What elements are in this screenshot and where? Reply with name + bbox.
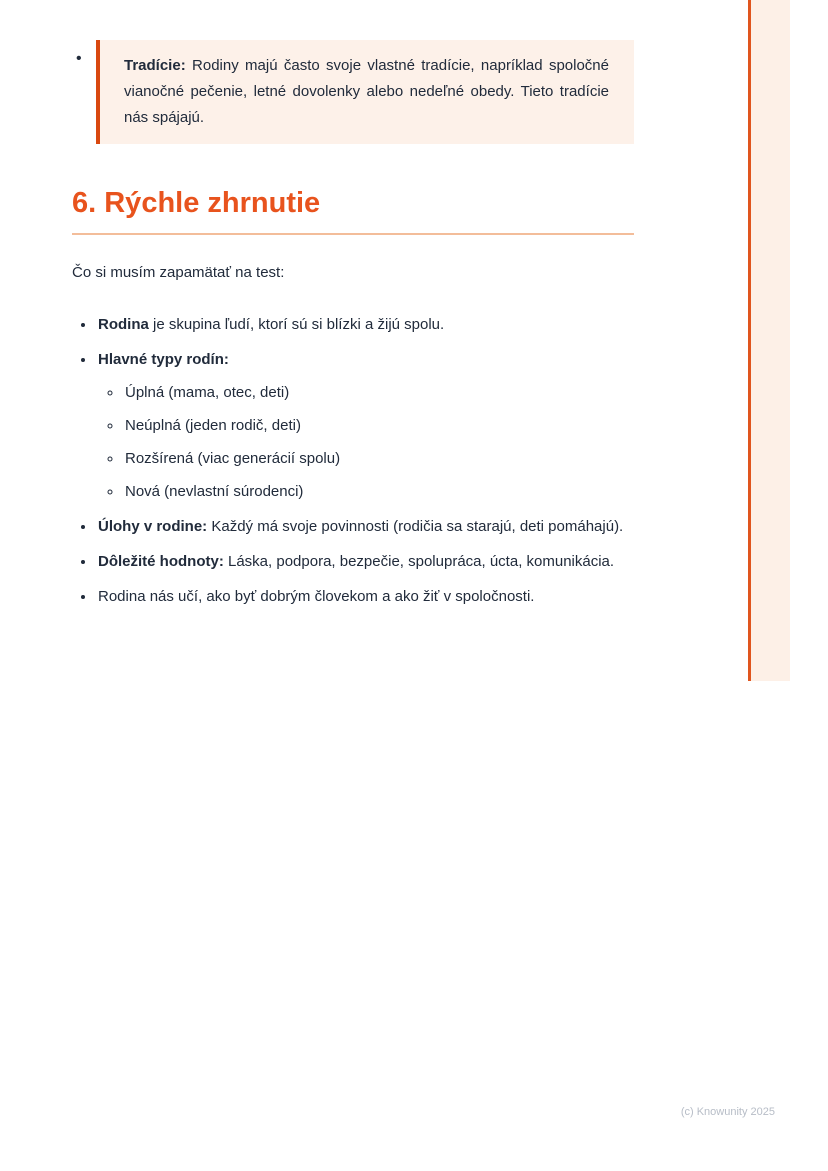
family-types-sublist [98,380,634,505]
callout-tradicie [96,40,634,144]
list-item-hodnoty: • Dôležité hodnoty: Láska, podpora, bezpečie, spolupráca, úcta, komunikácia. [96,549,634,575]
list-item-bold: Rodina [98,316,149,333]
list-item-rodina: • Rodina je skupina ľudí, ktorí sú si blízki a žijú spolu. [96,312,634,338]
list-item-bold: Úlohy v rodine: [98,518,208,535]
list-item-rodina-uci: • Rodina nás učí, ako byť dobrým človekom a ako žiť v spoločnosti. [96,584,634,610]
page-content [72,40,634,619]
sub-list-item-neuplna: ◦ Neúplná (jeden rodič, deti) [123,413,634,439]
list-item-ulohy: • Úlohy v rodine: Každý má svoje povinnosti (rodičia sa starajú, deti pomáhajú). [96,514,634,540]
footer-copyright: (c) Knowunity 2025 [680,1106,775,1118]
callout-list-item [72,40,634,144]
callout-text: Tradície: Rodiny majú často svoje vlastné tradície, napríklad spoločné vianočné pečenie, letné dovolenky alebo nedeľné obedy. Tieto tradície nás spájajú. [124,57,609,126]
side-strip-decoration [748,0,790,681]
heading-divider [72,233,634,235]
list-item-bold: Hlavné typy rodín: [98,351,229,368]
summary-list [72,312,634,610]
callout-bold-label: Tradície: [124,57,186,74]
section-heading: 6. Rýchle zhrnutie [72,187,321,219]
sub-list-item-rozsirena: ◦ Rozšírená (viac generácií spolu) [123,446,634,472]
list-item-typy-rodin [96,347,634,505]
list-item-bold: Dôležité hodnoty: [98,553,224,570]
bullet-marker: • [76,50,82,67]
sub-list-item-nova: ◦ Nová (nevlastní súrodenci) [123,479,634,505]
intro-text: Čo si musím zapamätať na test: [72,264,285,281]
sub-list-item-uplna: ◦ Úplná (mama, otec, deti) [123,380,634,406]
